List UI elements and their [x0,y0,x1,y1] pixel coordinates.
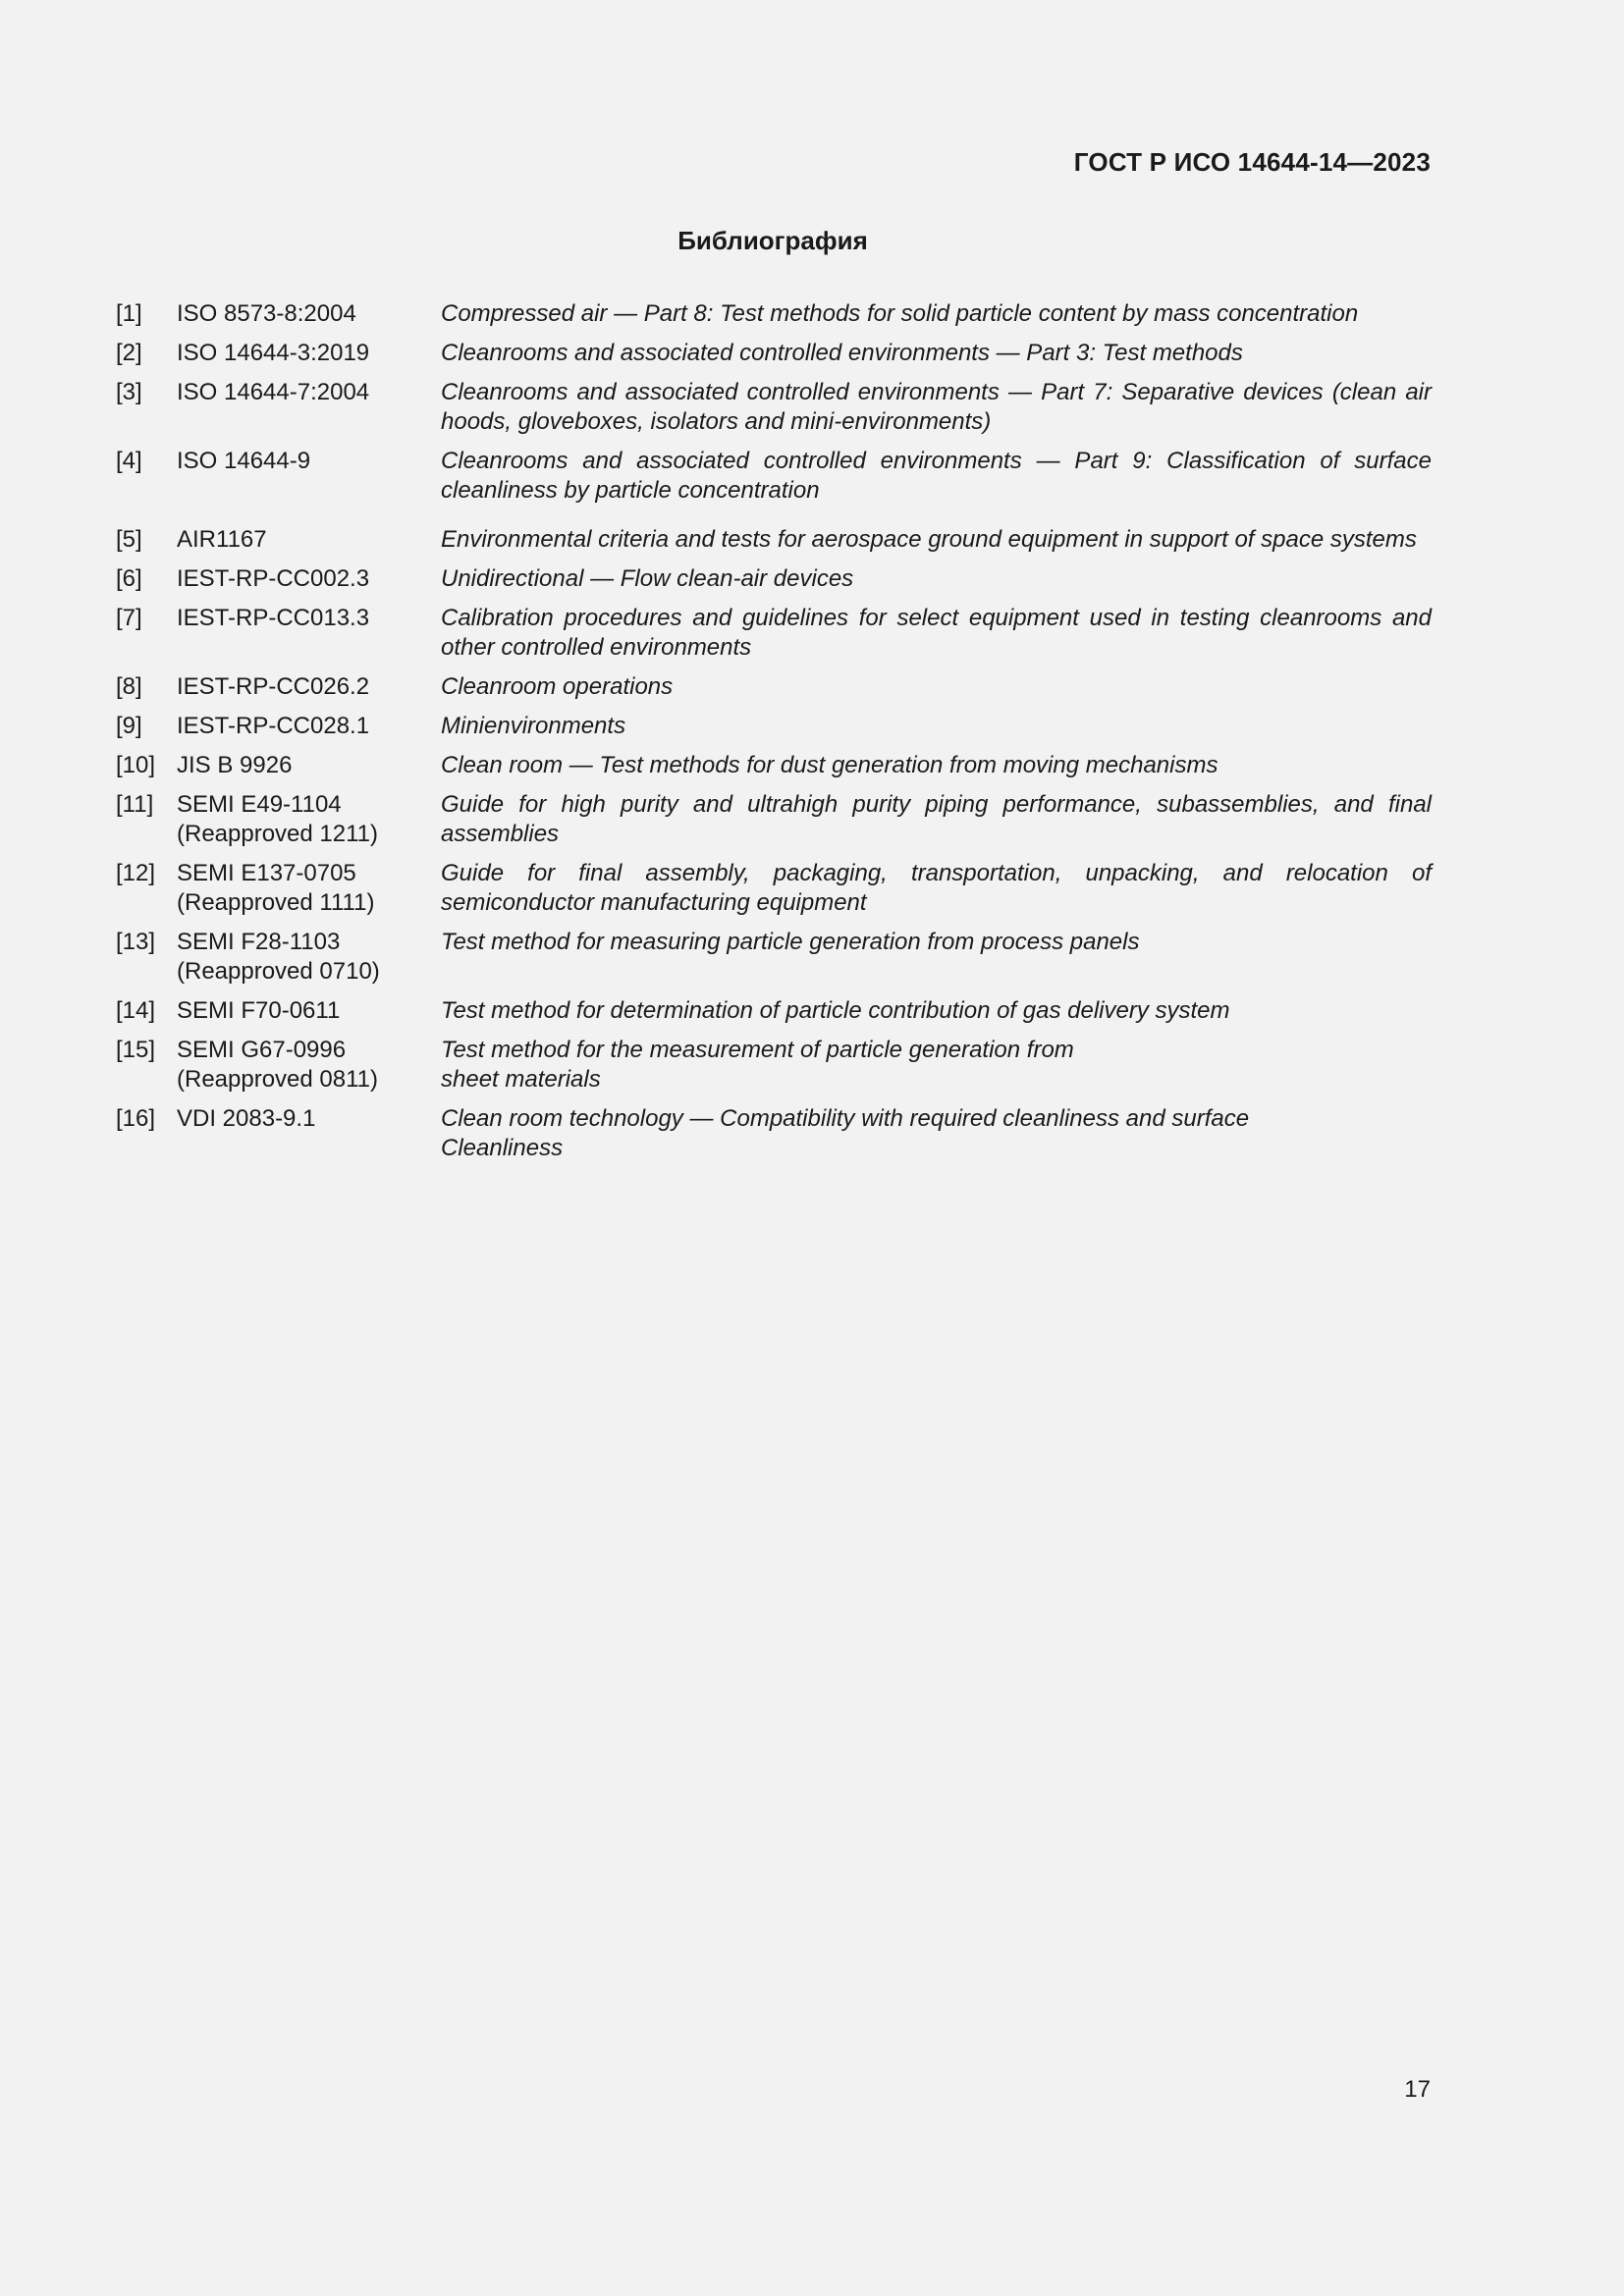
entry-number: [14] [116,997,156,1024]
entry-number: [8] [116,673,142,700]
entry-number: [16] [116,1105,156,1132]
entry-title [441,1036,1432,1095]
standard-id: ISO 14644-7:2004 [177,379,370,405]
entry-title: Compressed air — Part 8: Test methods for solid particle content by mass concentration [441,300,1359,327]
entry-standard [177,299,441,329]
standard-note: (Reapproved 0811) [177,1066,379,1093]
entry-number: [5] [116,526,142,553]
entry-standard [177,378,441,407]
entry-title: Calibration procedures and guidelines for select equipment used in testing cleanrooms and other controlled environments [441,605,1432,661]
bibliography-list [116,299,1432,1173]
standard-id: IEST-RP-CC026.2 [177,673,370,700]
entry-standard [177,1104,441,1134]
entry-standard [177,928,441,987]
entry-number: [9] [116,713,142,739]
standard-id: SEMI E137-0705 [177,860,356,886]
entry-number: [2] [116,340,142,366]
entry-title: Test method for determination of particle contribution of gas delivery system [441,997,1230,1024]
entry-title-line: Test method for the measurement of particle generation from [441,1037,1074,1063]
entry-number: [13] [116,929,156,955]
standard-note: (Reapproved 0710) [177,958,380,985]
entry-number: [3] [116,379,142,405]
entry-standard [177,996,441,1026]
bibliography-entry [116,525,1432,555]
entry-standard [177,712,441,741]
bibliography-entry [116,604,1432,663]
bibliography-entry [116,447,1432,506]
entry-title: Guide for final assembly, packaging, transportation, unpacking, and relocation of semiconductor manufacturing equipment [441,860,1432,916]
entry-title: Minienvironments [441,713,626,739]
bibliography-entry [116,339,1432,368]
entry-title: Cleanrooms and associated controlled environments — Part 7: Separative devices (clean air hoods, gloveboxes, isolators and mini-environments) [441,379,1432,435]
entry-title: Cleanroom operations [441,673,674,700]
bibliography-entry [116,790,1432,849]
standard-id: SEMI G67-0996 [177,1037,347,1063]
standard-id: VDI 2083-9.1 [177,1105,316,1132]
entry-title: Clean room — Test methods for dust generation from moving mechanisms [441,752,1218,778]
bibliography-entry [116,1104,1432,1163]
standard-id: ISO 14644-9 [177,448,311,474]
standard-id: SEMI F28-1103 [177,929,341,955]
entry-title: Unidirectional — Flow clean-air devices [441,565,854,592]
entry-number: [1] [116,300,142,327]
entry-standard [177,447,441,476]
entry-standard [177,751,441,780]
bibliography-entry [116,751,1432,780]
entry-standard [177,1036,441,1095]
entry-number: [10] [116,752,156,778]
section-title: Библиография [677,226,868,255]
entry-number: [11] [116,791,154,818]
entry-title: Test method for measuring particle generation from process panels [441,929,1140,955]
standard-note: (Reapproved 1211) [177,821,379,847]
entry-number: [15] [116,1037,156,1063]
entry-standard [177,339,441,368]
entry-standard [177,790,441,849]
standard-id: IEST-RP-CC002.3 [177,565,370,592]
standard-id: SEMI E49-1104 [177,791,342,818]
bibliography-entry [116,299,1432,329]
bibliography-entry [116,672,1432,702]
bibliography-entry [116,928,1432,987]
entry-number: [4] [116,448,142,474]
entry-number: [7] [116,605,142,631]
standard-id: ISO 14644-3:2019 [177,340,370,366]
bibliography-entry [116,378,1432,437]
entry-standard [177,525,441,555]
entry-standard [177,604,441,633]
standard-id: JIS B 9926 [177,752,293,778]
page-number: 17 [1404,2076,1431,2103]
standard-id: AIR1167 [177,526,267,553]
entry-number: [6] [116,565,142,592]
entry-standard [177,672,441,702]
standard-id: ISO 8573-8:2004 [177,300,356,327]
bibliography-entry [116,859,1432,918]
entry-title: Environmental criteria and tests for aerospace ground equipment in support of space systems [441,526,1417,553]
entry-standard [177,859,441,918]
entry-title-line: Clean room technology — Compatibility with required cleanliness and surface [441,1105,1250,1132]
document-code: ГОСТ Р ИСО 14644-14—2023 [1073,147,1431,177]
bibliography-entry [116,996,1432,1026]
entry-standard [177,564,441,594]
bibliography-entry [116,1036,1432,1095]
bibliography-entry [116,712,1432,741]
bibliography-entry [116,564,1432,594]
standard-id: SEMI F70-0611 [177,997,341,1024]
standard-id: IEST-RP-CC028.1 [177,713,370,739]
standard-id: IEST-RP-CC013.3 [177,605,370,631]
entry-title [441,1104,1432,1163]
entry-title: Guide for high purity and ultrahigh purity piping performance, subassemblies, and final assemblies [441,791,1432,847]
entry-title: Cleanrooms and associated controlled environments — Part 9: Classification of surface cleanliness by particle concentration [441,448,1432,504]
entry-number: [12] [116,860,156,886]
entry-title-line: sheet materials [441,1066,601,1093]
entry-title: Cleanrooms and associated controlled environments — Part 3: Test methods [441,340,1243,366]
entry-title-line: Cleanliness [441,1135,564,1161]
standard-note: (Reapproved 1111) [177,889,375,916]
